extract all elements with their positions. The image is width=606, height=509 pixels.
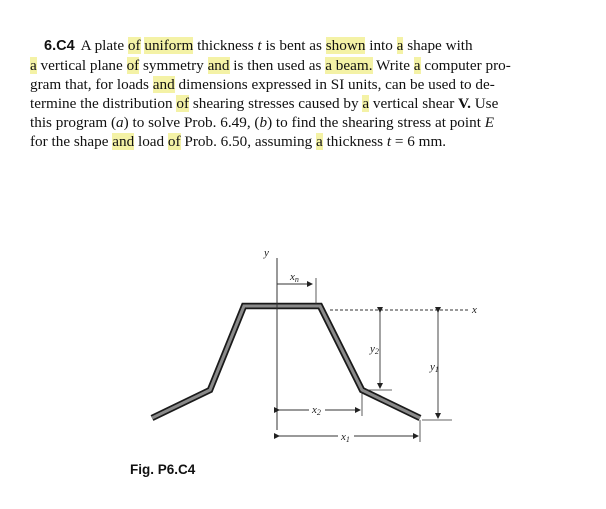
- figure-caption: Fig. P6.C4: [130, 462, 196, 477]
- y2-label: y2: [370, 343, 379, 356]
- y1-label: y1: [430, 361, 439, 374]
- shear-symbol: V.: [458, 95, 471, 112]
- text-run: into: [365, 37, 397, 54]
- x1-label: x1: [341, 431, 350, 444]
- highlighted-word: of: [126, 57, 140, 74]
- highlighted-word: a: [413, 57, 421, 74]
- text-run: shearing stresses caused by: [189, 95, 363, 112]
- highlighted-word: a: [396, 37, 404, 54]
- text-run: Prob. 6.50, assuming: [180, 133, 317, 150]
- text-run: load: [134, 133, 168, 150]
- text-run: vertical plane: [36, 57, 127, 74]
- x2-label: x2: [312, 404, 321, 417]
- thickness-symbol: t: [386, 133, 392, 150]
- text-run: ) to solve Prob. 6.49, (: [123, 114, 260, 131]
- text-run: is then used as: [229, 57, 326, 74]
- text-run: vertical shear: [369, 95, 459, 112]
- text-run: gram that, for loads: [30, 76, 153, 93]
- xn-label: xn: [290, 271, 299, 284]
- highlighted-word: of: [176, 95, 190, 112]
- highlighted-word: and: [112, 133, 135, 150]
- highlighted-word: a: [316, 133, 323, 150]
- text-run: Use: [470, 95, 499, 112]
- text-run: = 6 mm.: [391, 133, 447, 150]
- text-run: thickness: [193, 37, 258, 54]
- text-run: thickness: [322, 133, 387, 150]
- part-a-letter: a: [116, 114, 124, 131]
- text-run: A plate: [80, 37, 128, 54]
- highlighted-word: and: [152, 76, 175, 93]
- text-run: dimensions expressed in SI units, can be used to de-: [174, 76, 495, 93]
- text-run: shape with: [403, 37, 473, 54]
- highlighted-word: uniform: [144, 37, 194, 54]
- thickness-symbol: t: [257, 37, 262, 54]
- text-run: symmetry: [139, 57, 208, 74]
- highlighted-word: of: [167, 133, 181, 150]
- text-run: for the shape: [30, 133, 113, 150]
- y-axis-label: y: [264, 247, 269, 259]
- part-b-letter: b: [259, 114, 268, 131]
- highlighted-word: a beam.: [325, 57, 373, 74]
- highlighted-word: a: [30, 57, 37, 74]
- highlighted-word: shown: [325, 37, 366, 54]
- text-run: termine the distribution: [30, 95, 177, 112]
- problem-number: 6.C4: [44, 38, 75, 54]
- text-run: this program (: [30, 114, 117, 131]
- text-run: computer pro-: [420, 57, 511, 74]
- x-axis-label: x: [472, 304, 477, 316]
- text-run: ) to find the shearing stress at point: [267, 114, 485, 131]
- text-run: is bent as: [261, 37, 326, 54]
- highlighted-word: and: [207, 57, 230, 74]
- point-e-symbol: E: [484, 114, 495, 131]
- text-run: Write: [372, 57, 414, 74]
- highlighted-word: of: [127, 37, 141, 54]
- highlighted-word: a: [362, 95, 370, 112]
